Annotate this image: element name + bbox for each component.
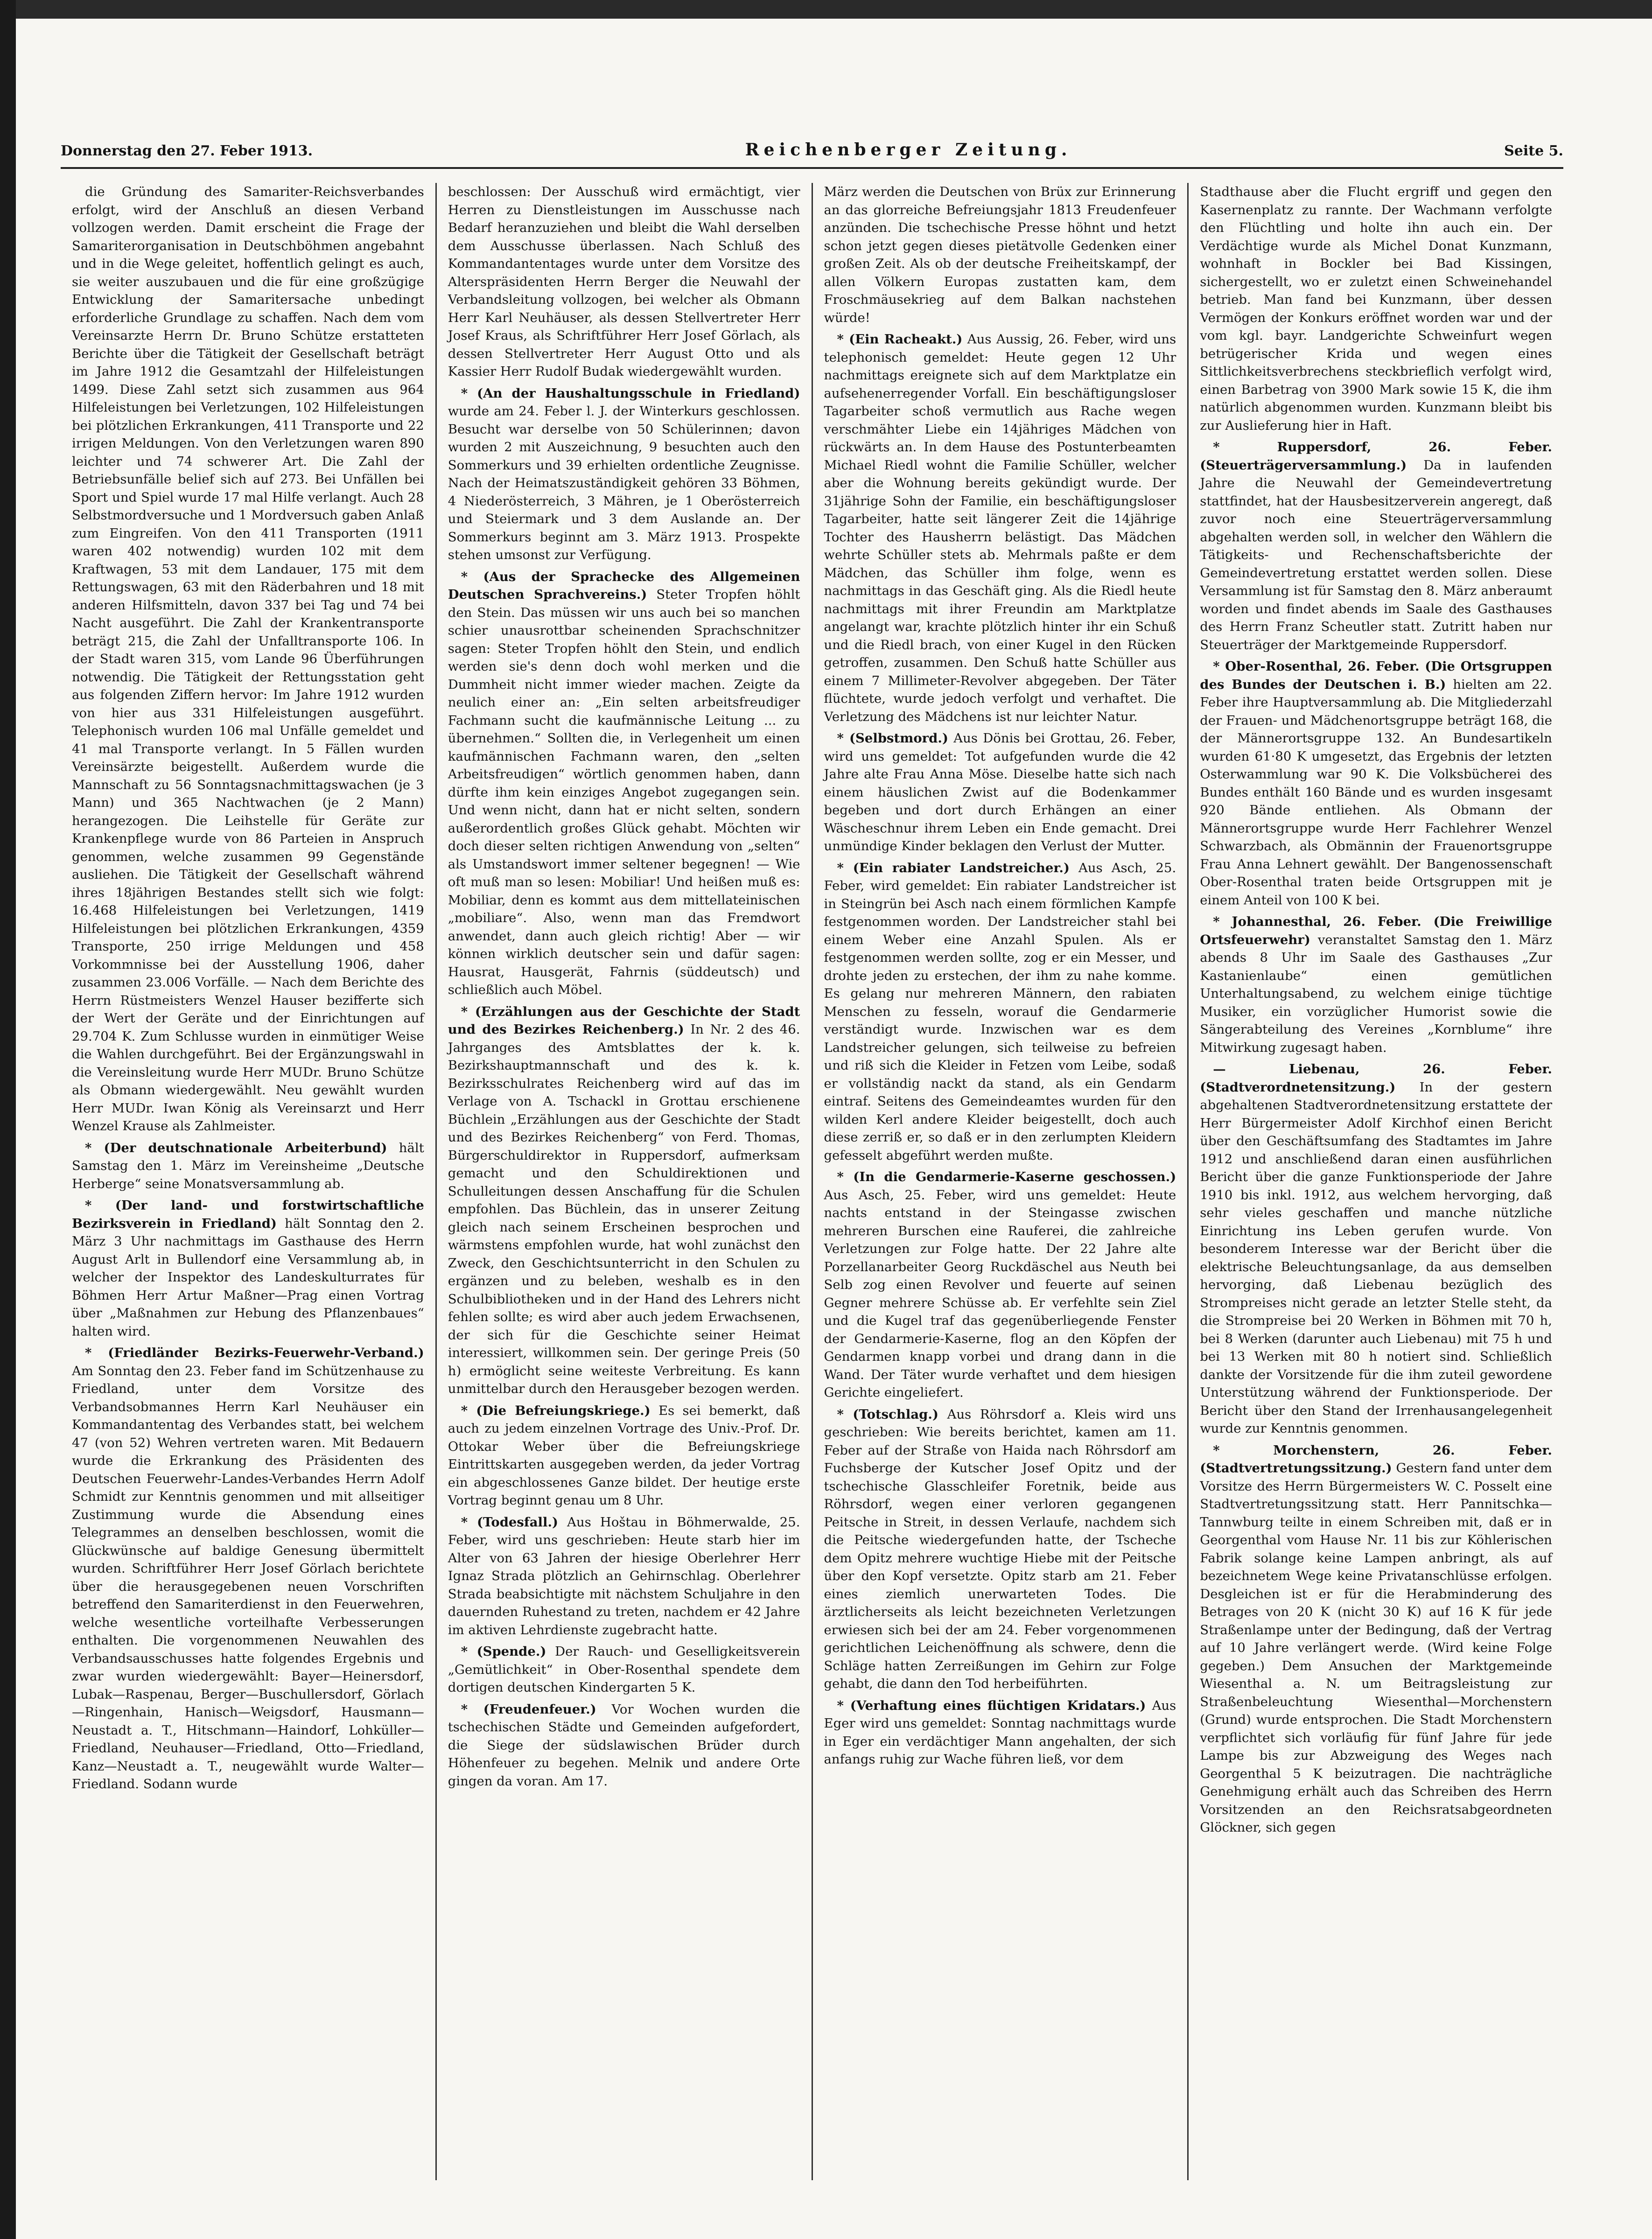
article-paragraph: [824, 729, 1176, 855]
article-text: Aus Asch, 25. Feber, wird uns gemeldet: Heute nachts entstand in der Steingasse zwischen mehreren Burschen eine Rauferei, die zahlreiche Verletzungen zur Folge hatte. Der 22 Jahre alte Porzellanarbeiter Georg Ruckdäschel aus Neuth bei Selb zog einen Revolver und feuerte auf seinen Gegner mehrere Schüsse ab. Er verfehlte sein Ziel und die Kugel traf das gegenüberliegende Fenster der Gendarmerie-Kaserne, flog an den Köpfen der Gendarmen knapp vorbei und drang dann in die Wand. Der Täter wurde verhaftet und dem hiesigen Gerichte eingeliefert.: [824, 1187, 1176, 1400]
article-text: In der gestern abgehaltenen Stadtverordnetensitzung erstattete der Herr Bürgermeister Adolf Kirchhof einen Bericht über den Geschäftsumfang des Stadtamtes im Jahre 1912 und anschließend daran einen ausführlichen Bericht über die ganze Funktionsperiode der Jahre 1910 bis inkl. 1912, aus welchem hervorging, daß sehr vieles geschaffen und manche nützliche Einrichtung ins Leben gerufen wurde. Von besonderem Interesse war der Bericht über die elektrische Beleuchtungsanlage, da aus demselben hervorging, daß Liebenau bezüglich des Strompreises nicht gerade an letzter Stelle steht, da die Strompreise bei 20 Werken in Böhmen mit 70 h, bei 8 Werken (darunter auch Liebenau) mit 75 h und bei 13 Werken mit 80 h notiert sind. Schließlich dankte der Vorsitzende für die ihm zuteil gewordene Unterstützung während der Funktionsperiode. Der Bericht über den Stand der Irrenhausangelegenheit wurde zur Kenntnis genommen.: [1200, 1079, 1552, 1436]
article-heading: * (Spende.): [461, 1644, 546, 1659]
article-paragraph: [824, 859, 1176, 1165]
article-heading: * (Ein rabiater Landstreicher.): [837, 860, 1070, 875]
article-paragraph: [448, 568, 800, 999]
article-text: Am Sonntag den 23. Feber fand im Schützenhause zu Friedland, unter dem Vorsitze des Verbandsobmannes Herrn Karl Neuhäuser ein Kommandantentag des Verbandes statt, bei welchem 47 (von 52) Wehren vertreten waren. Mit Bedauern wurde die Erkrankung des Präsidenten des Deutschen Feuerwehr-Landes-Verbandes Herrn Adolf Schmidt zur Kenntnis genommen und mit allseitiger Zustimmung wurde die Absendung eines Telegrammes an denselben beschlossen, womit die Glückwünsche auf baldige Genesung übermittelt wurden. Schriftführer Herr Josef Görlach berichtete über die herausgegebenen neuen Vorschriften betreffend den Samariterdienst in den Feuerwehren, welche wesentliche vorteilhafte Verbesserungen enthalten. Die vorgenommenen Neuwahlen des Verbandsausschusses hatte folgendes Ergebnis und zwar wurden wiedergewählt: Bayer—Heinersdorf, Lubak—Raspenau, Berger—Buschullersdorf, Görlach—Ringenhain, Hanisch—Weigsdorf, Hausmann—Neustadt a. T., Hitschmann—Haindorf, Lohküller—Friedland, Neuhauser—Friedland, Otto—Friedland, Kanz—Neustadt a. T., neugewählt wurde Walter—Friedland. Sodann wurde: [72, 1363, 424, 1791]
article-paragraph: [72, 183, 424, 1135]
article-heading: * (Totschlag.): [837, 1406, 938, 1422]
article-text: In Nr. 2 des 46. Jahrganges des Amtsblattes der k. k. Bezirkshauptmannschaft und des k. k. Bezirksschulrates Reichenberg wird auf das im Verlage von A. Tschackl in Grottau erschienene Büchlein „Erzählungen aus der Geschichte der Stadt und des Bezirkes Reichenberg“ von Ferd. Thomas, Bürgerschuldirektor in Ruppersdorf, aufmerksam gemacht und den Schuldirektionen und Schulleitungen dessen Anschaffung für die Schulen empfohlen. Das Büchlein, das in unserer Zeitung gleich nach seinem Erscheinen besprochen und wärmstens empfohlen wurde, hat wohl zunächst den Zweck, den Geschichtsunterricht in den Schulen zu ergänzen und zu beleben, weshalb es in den Schulbibliotheken und in der Hand des Lehrers nicht fehlen sollte; es wird aber auch jedem Erwachsenen, der sich für die Geschichte seiner Heimat interessiert, willkommen sein. Der geringe Preis (50 h) ermöglicht seine weiteste Verbreitung. Es kann unmittelbar durch den Herausgeber bezogen werden.: [448, 1022, 800, 1396]
article-heading: * Ober-Rosenthal, 26. Feber. (Die Ortsgruppen des Bundes der Deutschen i. B.): [1200, 659, 1552, 692]
header-date: Donnerstag den 27. Feber 1913.: [61, 143, 313, 159]
article-text: Es sei bemerkt, daß auch zu jedem einzelnen Vortrage des Univ.-Prof. Dr. Ottokar Weber über die Befreiungskriege Eintrittskarten ausgegeben werden, da jeder Vortrag ein abgeschlossenes Ganze bildet. Der heutige erste Vortrag beginnt genau um 8 Uhr.: [448, 1403, 800, 1508]
article-paragraph: [72, 1344, 424, 1793]
article-paragraph: [448, 1513, 800, 1639]
column-1: [61, 183, 437, 2180]
article-paragraph: [72, 1139, 424, 1193]
article-text: die Gründung des Samariter-Reichsverbandes erfolgt, wird der Anschluß an diesen Verband vollzogen werden. Damit erscheint die Frage der Samariterorganisation in Deutschböhmen angebahnt und in die Wege geleitet, hoffentlich gelingt es auch, sie weiter auszubauen und die für eine großzügige Entwicklung der Samaritersache unbedingt erforderliche Grundlage zu schaffen. Nach dem vom Vereinsarzte Herrn Dr. Bruno Schütze erstatteten Berichte über die Tätigkeit der Gesellschaft beträgt im Jahre 1912 die Gesamtzahl der Hilfeleistungen 1499. Diese Zahl setzt sich zusammen aus 964 Hilfeleistungen bei Verletzungen, 102 Hilfeleistungen bei plötzlichen Erkrankungen, 411 Transporte und 22 irrigen Meldungen. Von den Verletzungen waren 890 leichter und 74 schwerer Art. Die Zahl der Betriebsunfälle belief sich auf 273. Bei Unfällen bei Sport und Spiel wurde 17 mal Hilfe verlangt. Auch 28 Selbstmordversuche und 1 Mordversuch gaben Anlaß zum Eingreifen. Von den 411 Transporten (1911 waren 402 notwendig) wurden 102 mit dem Kraftwagen, 53 mit dem Landauer, 175 mit dem Rettungswagen, 63 mit den Räderbahren und 18 mit anderen Hilfsmitteln, davon 337 bei Tag und 74 bei Nacht ausgeführt. Die Zahl der Krankentransporte beträgt 215, die Zahl der Unfalltransporte 106. In der Stadt waren 315, vom Lande 96 Überführungen notwendig. Die Tätigkeit der Rettungsstation geht aus folgenden Ziffern hervor: Im Jahre 1912 wurden von hier aus 331 Hilfeleistungen ausgeführt. Telephonisch wurden 106 mal Unfälle gemeldet und 41 mal Transporte verlangt. In 5 Fällen wurden Vereinsärzte beigestellt. Außerdem wurde die Mannschaft zu 56 Sonntagsnachmittagswachen (je 3 Mann) und 365 Nachtwachen (je 2 Mann) herangezogen. Die Leihstelle für Geräte zur Krankenpflege wurde von 86 Parteien in Anspruch genommen, welche zusammen 99 Gegenstände ausliehen. Die Tätigkeit der Gesellschaft während ihres 18jährigen Bestandes stellt sich wie folgt: 16.468 Hilfeleistungen bei Verletzungen, 1419 Hilfeleistungen bei plötzlichen Erkrankungen, 4359 Transporte, 250 irrige Meldungen und 458 Vorkommnisse bei der Ausstellung 1906, daher zusammen 23.006 Vorfälle. — Nach dem Berichte des Herrn Rüstmeisters Wenzel Hauser bezifferte sich der Wert der Geräte und der Einrichtungen auf 29.704 K. Zum Schlusse wurden in einmütiger Weise die Wahlen durchgeführt. Bei der Ergänzungswahl in die Vereinsleitung wurde Herr MUDr. Bruno Schütze als Obmann wiedergewählt. Neu gewählt wurden Herr MUDr. Iwan König als Vereinsarzt und Herr Wenzel Krause als Zahlmeister.: [72, 184, 424, 1133]
article-heading: * (Der deutschnationale Arbeiterbund): [85, 1140, 387, 1155]
article-heading: * (Freudenfeuer.): [461, 1701, 596, 1717]
article-text: Der Rauch- und Geselligkeitsverein „Gemütlichkeit“ in Ober-Rosenthal spendete dem dortigen deutschen Kindergarten 5 K.: [448, 1644, 800, 1695]
column-4: [1189, 183, 1563, 2180]
article-heading: * Ruppersdorf, 26. Feber. (Steuerträgerversammlung.): [1200, 440, 1552, 473]
article-text: hält Samstag den 1. März im Vereinsheime „Deutsche Herberge“ seine Monatsversammlung ab.: [72, 1140, 424, 1191]
article-paragraph: [824, 1697, 1176, 1769]
article-heading: * (Verhaftung eines flüchtigen Kridatars.): [837, 1698, 1146, 1713]
article-columns: [61, 183, 1563, 2180]
article-paragraph: [448, 1643, 800, 1697]
article-text: Aus Asch, 25. Feber, wird gemeldet: Ein rabiater Landstreicher ist in Steingrün bei Asch nach einem förmlichen Kampfe festgenommen worden. Der Landstreicher stahl bei einem Weber eine Anzahl Spulen. Als er festgenommen werden sollte, zog er ein Messer, und drohte jeden zu erstechen, der ihm zu nahe komme. Es gelang nur mehreren Männern, den rabiaten Menschen zu fesseln, worauf die Gendarmerie verständigt wurde. Inzwischen war es dem Landstreicher gelungen, sich teilweise zu befreien und riß sich die Kleider in Fetzen vom Leibe, sodaß er vollständig nackt da stand, als ein Gendarm eintraf. Seitens des Gemeindeamtes wurden für den wilden Kerl andere Kleider beigestellt, doch auch diese zerriß er, so daß er in den zerlumpten Kleidern gefesselt abgeführt werden mußte.: [824, 860, 1176, 1163]
article-paragraph: [824, 1168, 1176, 1402]
article-heading: * (Erzählungen aus der Geschichte der Stadt und des Bezirkes Reichenberg.): [448, 1004, 800, 1037]
article-paragraph: [448, 1700, 800, 1791]
newspaper-page: [61, 140, 1563, 2203]
article-text: Aus Röhrsdorf a. Kleis wird uns geschrieben: Wie bereits berichtet, kamen am 11. Feber auf der Straße von Haida nach Röhrsdorf am Fuchsberge der Kutscher Josef Opitz und der tschechische Glasschleifer Foretnik, beide aus Röhrsdorf, wegen einer verloren gegangenen Peitsche in Streit, in dessen Verlaufe, nachdem sich die Peitsche wiedergefunden hatte, der Tscheche dem Opitz mehrere wuchtige Hiebe mit der Peitsche über den Kopf versetzte. Opitz starb am 21. Feber eines ziemlich unerwarteten Todes. Die ärztlicherseits als leicht bezeichneten Verletzungen erwiesen sich bei der am 24. Feber vorgenommenen gerichtlichen Leichenöffnung als schwere, denn die Schläge hatten Zerreißungen im Gehirn zur Folge gehabt, die dann den Tod herbeiführten.: [824, 1406, 1176, 1691]
article-text: Aus Hoštau in Böhmerwalde, 25. Feber, wird uns geschrieben: Heute starb hier im Alter von 63 Jahren der hiesige Oberlehrer Herr Ignaz Strada plötzlich an Gehirnschlag. Oberlehrer Strada beabsichtigte mit nächstem Schuljahre in den dauernden Ruhestand zu treten, nachdem er 42 Jahre im aktiven Lehrdienste zugebracht hatte.: [448, 1514, 800, 1637]
article-heading: * (In die Gendarmerie-Kaserne geschossen.): [837, 1169, 1176, 1184]
article-heading: * (Der land- und forstwirtschaftliche Bezirksverein in Friedland): [72, 1198, 424, 1231]
article-paragraph: [824, 183, 1176, 327]
article-paragraph: [448, 1003, 800, 1398]
article-paragraph: [1200, 438, 1552, 654]
running-header: [61, 140, 1563, 169]
scan-left-edge: [0, 0, 16, 2239]
article-text: veranstaltet Samstag den 1. März abends 8 Uhr im Saale des Gasthauses „Zur Kastanienlaube“ einen gemütlichen Unterhaltungsabend, zu welchem einige tüchtige Musiker, ein vorzüglicher Humorist sowie die Sängerabteilung des Vereines „Kornblume“ ihre Mitwirkung zugesagt haben.: [1200, 932, 1553, 1055]
header-paper-title: Reichenberger Zeitung.: [745, 140, 1072, 160]
article-heading: * (Selbstmord.): [837, 731, 948, 746]
article-text: Gestern fand unter dem Vorsitze des Herrn Bürgermeisters W. C. Posselt eine Stadtvertretungssitzung statt. Herr Pannitschka—Tannwburg teilte in einem Schreiben mit, daß er in Georgenthal vom Hause Nr. 11 bis zur Köhlerischen Fabrik solange keine Lampen anbringt, als auf bezeichnetem Wege keine Privatanschlüsse erfolgen. Desgleichen ist er für die Herabminderung des Betrages von 20 K (nicht 30 K) auf 16 K für jede Straßenlampe unter der Bedingung, daß der Vertrag auf 10 Jahre verlängert werde. (Wird keine Folge gegeben.) Dem Ansuchen der Marktgemeinde Wiesenthal a. N. um Beitragsleistung zur Straßenbeleuchtung Wiesenthal—Morchenstern (Grund) wurde entsprochen. Die Stadt Morchenstern verpflichtet sich vorläufig für fünf Jahre für jede Lampe bis zur Abzweigung des Weges nach Georgenthal 5 K beizutragen. Die nachträgliche Genehmigung erhält auch das Schreiben des Herrn Vorsitzenden an den Reichsratsabgeordneten Glöckner, sich gegen: [1200, 1461, 1552, 1835]
article-paragraph: [448, 385, 800, 564]
article-text: beschlossen: Der Ausschuß wird ermächtigt, vier Herren zu Dienstleistungen im Ausschusse nach Bedarf heranzuziehen und bleibt die Wahl derselben dem Ausschusse überlassen. Nach Schluß des Kommandantentages wurde unter dem Vorsitze des Alterspräsidenten Herrn Berger die Neuwahl der Verbandsleitung vollzogen, bei welcher als Obmann Herr Karl Neuhäuser, als dessen Stellvertreter Herr Josef Kraus, als Schriftführer Herr Josef Görlach, als dessen Stellvertreter Herr August Otto und als Kassier Herr Rudolf Budak wiedergewählt wurden.: [448, 184, 800, 379]
article-heading: * (Aus der Sprachecke des Allgemeinen Deutschen Sprachvereins.): [448, 569, 800, 602]
article-text: Da in laufenden Jahre die Neuwahl der Gemeindevertretung stattfindet, hat der Hausbesitzerverein angeregt, daß zuvor noch eine Steuerträgerversammlung abgehalten werden soll, in welcher den Wählern die Tätigkeits- und Rechenschaftsberichte der Gemeindevertretung erstattet werden sollen. Diese Versammlung ist für Samstag den 8. März anberaumt worden und findet abends im Saale des Gasthauses des Herrn Franz Scheutler statt. Zutritt haben nur Steuerträger der Marktgemeinde Ruppersdorf.: [1200, 457, 1552, 652]
article-text: hielten am 22. Feber ihre Hauptversammlung ab. Die Mitgliederzahl der Frauen- und Mädchenortsgruppe beträgt 168, die der Männerortsgruppe 132. An Bundesartikeln wurden 61·80 K umgesetzt, das Ergebnis der letzten Osterwammlung war 90 K. Die Volksbücherei des Bundes enthält 160 Bände und es wurden insgesamt 920 Bände entliehen. Als Obmann der Männerortsgruppe wurde Herr Fachlehrer Wenzel Schwarzbach, als Obmännin der Frauenortsgruppe Frau Anna Lehnert gewählt. Der Bangenossenschaft Ober-Rosenthal traten beide Ortsgruppen mit je einem Anteil von 100 K bei.: [1200, 677, 1552, 908]
article-text: Aus Aussig, 26. Feber, wird uns telephonisch gemeldet: Heute gegen 12 Uhr nachmittags ereignete sich auf dem Marktplatze ein aufsehenerregender Vorfall. Ein beschäftigungsloser Tagarbeiter schoß vermutlich aus Rache wegen verschmähter Liebe ein 14jähriges Mädchen von rückwärts an. In dem Hause des Postunterbeamten Michael Riedl wohnt die Familie Schüller, welcher aber die Wohnung bereits gekündigt wurde. Der 31jährige Sohn der Familie, ein beschäftigungsloser Tagarbeiter, hatte seit längerer Zeit die 14jährige Tochter des Hausherrn belästigt. Das Mädchen wehrte Schüller stets ab. Mehrmals paßte er dem Mädchen, das Schüller ihm folge, wenn es nachmittags in das Geschäft ging. Als die Riedl heute nachmittags mit ihrer Freundin am Marktplatze angelangt war, krachte plötzlich hinter ihr ein Schuß und die Riedl brach, von einer Kugel in den Rücken getroffen, zusammen. Den Schuß hatte Schüller aus einem 7 Millimeter-Revolver abgegeben. Der Täter flüchtete, wurde jedoch verfolgt und verhaftet. Die Verletzung des Mädchens ist nur leichter Natur.: [824, 332, 1176, 724]
article-paragraph: [1200, 658, 1552, 909]
article-paragraph: [448, 1402, 800, 1510]
article-paragraph: [1200, 1060, 1552, 1438]
article-heading: * (Die Befreiungskriege.): [461, 1403, 651, 1418]
article-text: Stadthause aber die Flucht ergriff und gegen den Kasernenplatz zu rannte. Der Wachmann verfolgte den Flüchtling und holte ihn auch ein. Der Verdächtige wurde als Michel Donat Kunzmann, wohnhaft in Bockler bei Bad Kissingen, sichergestellt, wo er zuletzt einen Schweinehandel betrieb. Man fand bei Kunzmann, über dessen Vermögen der Konkurs eröffnet worden war und der vom kgl. bayr. Landgerichte Schweinfurt wegen betrügerischer Krida und wegen eines Sittlichkeitsverbrechens steckbrieflich verfolgt wird, einen Barbetrag von 3900 Mark sowie 15 K, die ihm natürlich abgenommen wurden. Kunzmann bleibt bis zur Auslieferung hier in Haft.: [1200, 184, 1552, 433]
article-text: wurde am 24. Feber l. J. der Winterkurs geschlossen. Besucht war derselbe von 50 Schülerinnen; davon wurden 2 mit Auszeichnung, 9 besuchten auch den Sommerkurs und 39 erhielten ordentliche Zeugnisse. Nach der Heimatszuständigkeit gehören 33 Böhmen, 4 Niederösterreich, 3 Mähren, je 1 Oberösterreich und Steiermark und 3 dem Auslande an. Der Sommerkurs beginnt am 3. März 1913. Prospekte stehen umsonst zur Verfügung.: [448, 404, 800, 562]
article-text: Steter Tropfen höhlt den Stein. Das müssen wir uns auch bei so manchen schier unausrottbar scheinenden Sprachschnitzer sagen: Steter Tropfen höhlt den Stein, und endlich werden sie's denn doch wohl merken und die Dummheit nicht immer wieder machen. Zeigte da neulich einer an: „Ein selten arbeitsfreudiger Fachmann sucht die kaufmännische Leitung ... zu übernehmen.“ Sollten die, in Verlegenheit um einen kaufmännischen Fachmann waren, den „selten Arbeitsfreudigen“ wörtlich genommen haben, dann dürfte ihm kein einziges Angebot zugegangen sein. Und wenn nicht, dann hat er nicht selten, sondern außerordentlich großes Glück gehabt. Möchten wir doch dieser selten richtigen Anwendung von „selten“ als Umstandswort immer seltener begegnen! — Wie oft muß man so lesen: Mobiliar! Und heißen muß es: Mobiliar, denn es kommt aus dem mittellateinischen „mobiliare“. Also, wenn man das Fremdwort anwendet, dann auch gleich richtig! Aber — wir können wirklich deutscher sein und dafür sagen: Hausrat, Hausgerät, Fahrnis (süddeutsch) und schließlich auch Möbel.: [448, 587, 800, 997]
article-paragraph: [824, 330, 1176, 726]
scan-top-edge: [0, 0, 1652, 19]
article-heading: * (Ein Racheakt.): [837, 332, 963, 347]
article-heading: * Johannesthal, 26. Feber. (Die Freiwillige Ortsfeuerwehr): [1200, 914, 1552, 947]
article-heading: * (An der Haushaltungsschule in Friedland): [461, 385, 800, 401]
article-paragraph: [448, 183, 800, 381]
article-text: Aus Eger wird uns gemeldet: Sonntag nachmittags wurde in Eger ein verdächtiger Mann angehalten, der sich anfangs ruhig zur Wache führen ließ, vor dem: [824, 1698, 1176, 1767]
article-text: hält Sonntag den 2. März 3 Uhr nachmittags im Gasthause des Herrn August Arlt in Bullendorf eine Versammlung ab, in welcher der Inspektor des Landeskulturrates für Böhmen Herr Artur Maßner—Prag einen Vortrag über „Maßnahmen zur Hebung des Pflanzenbaues“ halten wird.: [72, 1216, 424, 1339]
article-heading: * (Friedländer Bezirks-Feuerwehr-Verband.): [85, 1345, 424, 1360]
article-paragraph: [1200, 1441, 1552, 1837]
article-paragraph: [824, 1406, 1176, 1693]
article-paragraph: [1200, 913, 1552, 1057]
article-heading: * Morchenstern, 26. Feber. (Stadtvertretungssitzung.): [1200, 1442, 1552, 1476]
column-2: [437, 183, 813, 2180]
header-page-number: Seite 5.: [1504, 143, 1563, 159]
article-paragraph: [1200, 183, 1552, 434]
article-text: März werden die Deutschen von Brüx zur Erinnerung an das glorreiche Befreiungsjahr 1813 Freudenfeuer anzünden. Die tschechische Presse höhnt und hetzt schon jetzt gegen dieses pietätvolle Gedenken einer großen Zeit. Als ob der deutsche Freiheitskampf, der allen Völkern Europas zustatten kam, dem Froschmäusekrieg auf dem Balkan nachstehen würde!: [824, 184, 1176, 325]
article-text: Vor Wochen wurden die tschechischen Städte und Gemeinden aufgefordert, die Siege der südslawischen Brüder durch Höhenfeuer zu begehen. Melnik und andere Orte gingen da voran. Am 17.: [448, 1701, 800, 1789]
article-paragraph: [72, 1196, 424, 1340]
column-3: [813, 183, 1189, 2180]
article-text: Aus Dönis bei Grottau, 26. Feber, wird uns gemeldet: Tot aufgefunden wurde die 42 Jahre alte Frau Anna Möse. Dieselbe hatte sich nach einem häuslichen Zwist auf die Bodenkammer begeben und dort durch Erhängen an einer Wäscheschnur ihrem Leben ein Ende gemacht. Drei unmündige Kinder beklagen den Verlust der Mutter.: [824, 731, 1176, 854]
article-heading: * (Todesfall.): [461, 1514, 559, 1530]
article-heading: — Liebenau, 26. Feber. (Stadtverordnetensitzung.): [1200, 1062, 1552, 1095]
